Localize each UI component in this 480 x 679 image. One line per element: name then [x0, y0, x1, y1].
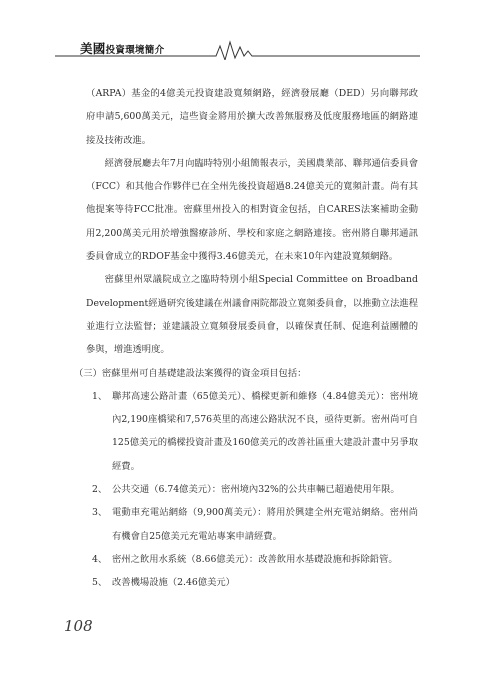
paragraph-1: （ARPA）基金的4億美元投資建設寬頻網路，經濟發展廳（DED）另向聯邦政府申請5,600萬美元，這些資金將用於擴大改善無服務及低度服務地區的網路連接及技術改進。	[86, 88, 418, 146]
list-item-text: 改善機場設施（2.46億美元）	[112, 577, 235, 589]
paragraph-3: 密蘇里州眾議院成立之臨時特別小組Special Committee on Broadband Development經過研究後建議在州議會兩院都設立寬頻委員會，以推動立法進程並進行立法監督；並建議設立寬頻發展委員會，以確保責任制、促進利益團體的參與，增進透明度。	[86, 274, 418, 356]
list-item	[86, 548, 418, 571]
header-pulse-line-icon	[0, 38, 480, 60]
paragraph-2: 經濟發展廳去年7月向臨時特別小組簡報表示，美國農業部、聯邦通信委員會（FCC）和其他合作夥伴已在全州先後投資超過8.24億美元的寬頻計畫。尚有其他提案等待FCC批准。密蘇里州投入的相對資金包括，自CARES法案補助金動用2,200萬美元用於增強醫療診所、學校和家庭之網路連接。密州將自聯邦通訊委員會成立的RDOF基金中獲得3.46億美元，在未來10年內建設寬頻網路。	[86, 157, 418, 263]
header-title-sub: 投資環境簡介	[105, 45, 165, 56]
list-item	[86, 501, 418, 548]
header-title	[80, 39, 164, 57]
section-heading: （三）密蘇里州可自基礎建設法案獲得的資金項目包括：	[74, 367, 307, 379]
list-item-number: 4、	[92, 553, 108, 565]
running-header	[0, 38, 480, 60]
list-item-text: 電動車充電站網絡（9,900萬美元）：將用於興建全州充電站網絡。密州尚有機會自25億美元充電站專案申請經費。	[112, 507, 418, 542]
list-item-number: 1、	[92, 390, 108, 402]
page-body	[74, 82, 418, 595]
list-item-number: 5、	[92, 577, 108, 589]
page-number: 108	[64, 617, 93, 635]
list-item-number: 3、	[92, 507, 108, 519]
list-item	[86, 571, 418, 594]
list-item-number: 2、	[92, 484, 108, 496]
list-item	[86, 478, 418, 501]
list-item-text: 公共交通（6.74億美元）：密州境內32%的公共車輛已超過使用年限。	[112, 484, 400, 496]
list-item	[86, 385, 418, 478]
list-item-text: 聯邦高速公路計畫（65億美元）、橋樑更新和維修（4.84億美元）：密州境內2,190座橋梁和7,576英里的高速公路狀況不良，亟待更新。密州尚可自125億美元的橋樑投資計畫及160億美元的改善社區重大建設計畫中另爭取經費。	[112, 390, 418, 472]
header-title-main: 美國	[80, 41, 106, 56]
list-item-text: 密州之飲用水系統（8.66億美元）：改善飲用水基礎設施和拆除鉛管。	[112, 553, 398, 565]
